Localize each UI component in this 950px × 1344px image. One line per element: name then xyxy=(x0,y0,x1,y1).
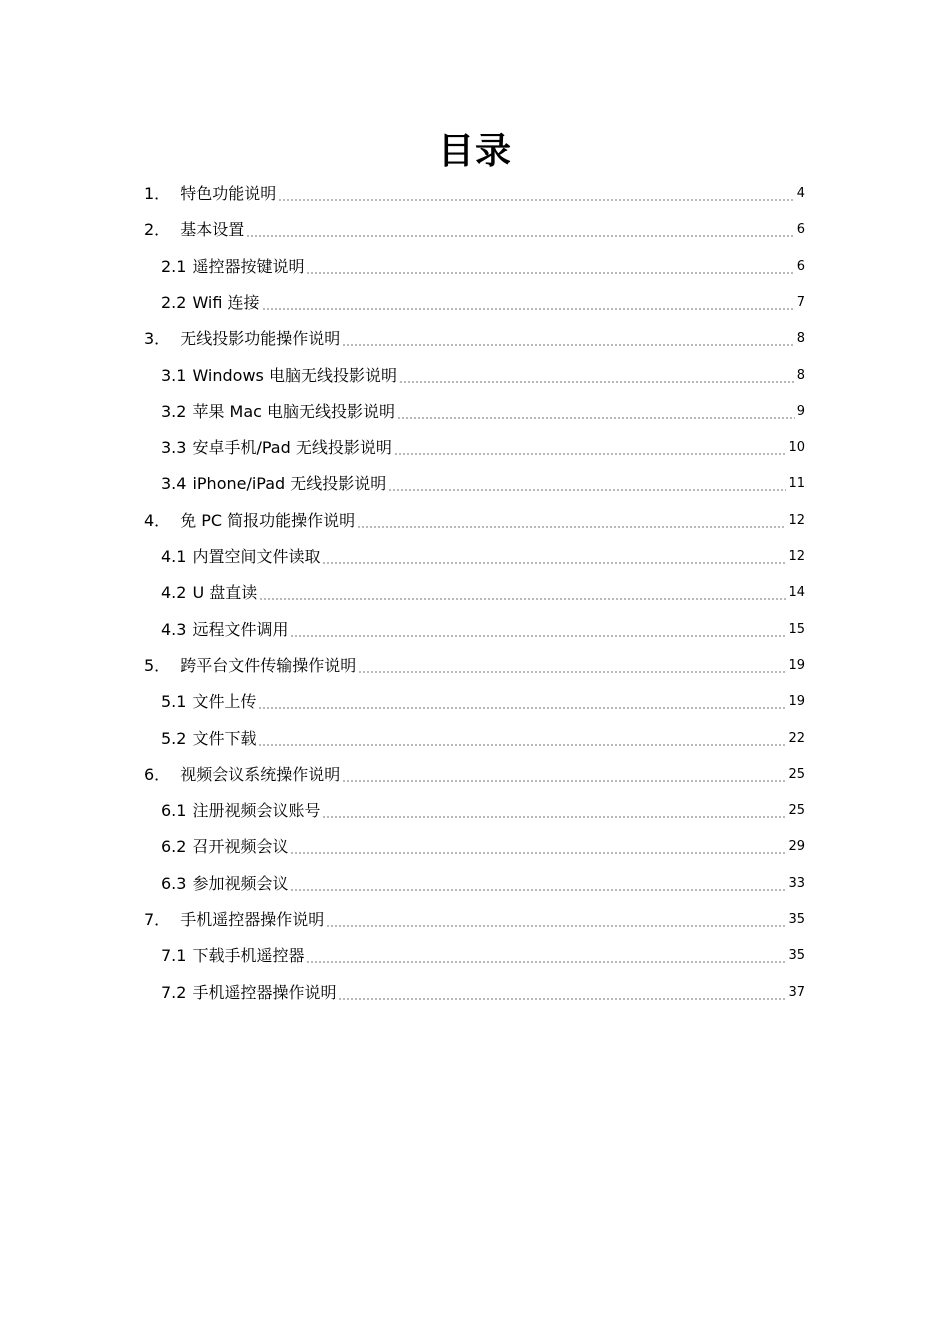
toc-entry-title xyxy=(161,366,397,386)
toc-entry-title xyxy=(161,946,304,966)
toc-page-number: 22 xyxy=(788,730,805,746)
toc-dot-leader xyxy=(258,744,786,746)
toc-entry-title xyxy=(161,547,320,567)
toc-entry-label: 参加视频会议 xyxy=(192,873,289,893)
toc-entry-3-3[interactable] xyxy=(161,430,805,466)
toc-entry-label: U 盘直读 xyxy=(192,583,258,603)
toc-page-number: 33 xyxy=(788,875,805,891)
toc-entry-title xyxy=(144,656,356,676)
toc-page-number: 7 xyxy=(796,294,805,310)
toc-page-number: 29 xyxy=(788,839,805,855)
toc-entry-2-1[interactable] xyxy=(161,249,805,285)
toc-entry-label: 视频会议系统操作说明 xyxy=(180,764,341,784)
toc-entry-3[interactable] xyxy=(144,321,805,357)
toc-entry-6-1[interactable] xyxy=(161,793,805,829)
toc-dot-leader xyxy=(290,635,786,637)
toc-entry-title xyxy=(161,729,256,749)
toc-entry-title xyxy=(161,692,256,712)
toc-entry-label: 文件下载 xyxy=(192,728,257,748)
toc-entry-6-3[interactable] xyxy=(161,866,805,902)
toc-entry-7-1[interactable] xyxy=(161,938,805,974)
toc-entry-1[interactable] xyxy=(144,176,805,212)
toc-entry-number: 2.1 xyxy=(161,256,187,276)
toc-page-number: 37 xyxy=(788,984,805,1000)
toc-entry-label: 召开视频会议 xyxy=(192,837,289,857)
toc-entry-title xyxy=(144,220,244,240)
toc-page-number: 8 xyxy=(796,367,805,383)
toc-entry-label: 注册视频会议账号 xyxy=(192,801,321,821)
toc-dot-leader xyxy=(306,961,786,963)
toc-entry-title xyxy=(161,583,257,603)
toc-entry-number: 4.2 xyxy=(161,583,187,603)
toc-dot-leader xyxy=(290,852,786,854)
toc-page-number: 11 xyxy=(788,476,805,492)
toc-dot-leader xyxy=(258,707,786,709)
toc-entry-label: 无线投影功能操作说明 xyxy=(180,329,341,349)
toc-entry-number: 6.2 xyxy=(161,837,187,857)
toc-entry-label: 苹果 Mac 电脑无线投影说明 xyxy=(192,401,396,421)
toc-entry-label: 文件上传 xyxy=(192,692,257,712)
toc-dot-leader xyxy=(358,671,786,673)
toc-entry-number: 3． xyxy=(144,329,171,349)
toc-entry-number: 3.4 xyxy=(161,474,187,494)
toc-entry-number: 7． xyxy=(144,910,171,929)
toc-entry-5-2[interactable] xyxy=(161,721,805,757)
toc-entry-title xyxy=(161,620,288,640)
toc-entry-label: 内置空间文件读取 xyxy=(192,547,321,566)
toc-entry-3-1[interactable] xyxy=(161,358,805,394)
toc-dot-leader xyxy=(326,925,786,927)
toc-page-number: 4 xyxy=(796,186,805,201)
page-title: 目录 xyxy=(437,131,512,172)
toc-page-number: 12 xyxy=(788,549,805,564)
toc-entry-6[interactable] xyxy=(144,757,805,793)
toc-dot-leader xyxy=(357,526,786,528)
toc-dot-leader xyxy=(399,381,795,383)
toc-dot-leader xyxy=(322,816,786,818)
toc-entry-number: 6． xyxy=(144,764,171,784)
toc-entry-label: 安卓手机/Pad 无线投影说明 xyxy=(192,438,392,458)
toc-entry-label: iPhone/iPad 无线投影说明 xyxy=(192,474,387,494)
toc-entry-label: 跨平台文件传输操作说明 xyxy=(180,655,357,675)
toc-dot-leader xyxy=(259,598,786,600)
toc-entry-title xyxy=(161,874,288,894)
toc-entry-6-2[interactable] xyxy=(161,829,805,865)
toc-entry-title xyxy=(144,329,340,349)
toc-dot-leader xyxy=(262,308,795,310)
toc-entry-label: Windows 电脑无线投影说明 xyxy=(192,365,397,385)
toc-page-number: 15 xyxy=(788,621,805,637)
toc-entry-title xyxy=(144,910,324,930)
toc-page-number: 35 xyxy=(788,912,805,927)
toc-page-number: 35 xyxy=(788,948,805,964)
toc-entry-title xyxy=(161,801,320,821)
toc-dot-leader xyxy=(338,998,786,1000)
toc-entry-number: 2． xyxy=(144,220,171,240)
toc-page-number: 9 xyxy=(796,403,805,419)
toc-entry-number: 4.1 xyxy=(161,547,187,566)
toc-dot-leader xyxy=(278,199,795,201)
toc-entry-2[interactable] xyxy=(144,212,805,248)
toc-entry-4-3[interactable] xyxy=(161,612,805,648)
toc-page-number: 8 xyxy=(796,331,805,347)
toc-entry-4-1[interactable] xyxy=(161,539,805,575)
toc-entry-number: 3.3 xyxy=(161,438,187,458)
toc-entry-number: 7.2 xyxy=(161,982,187,1002)
toc-dot-leader xyxy=(246,235,795,237)
toc-entry-4[interactable] xyxy=(144,503,805,539)
toc-dot-leader xyxy=(306,272,794,274)
toc-entry-number: 6.3 xyxy=(161,873,187,893)
toc-entry-7[interactable] xyxy=(144,902,805,938)
toc-entry-label: 基本设置 xyxy=(180,220,245,240)
toc-dot-leader xyxy=(397,417,795,419)
toc-entry-number: 6.1 xyxy=(161,801,187,821)
toc-entry-label: 下载手机遥控器 xyxy=(192,946,305,966)
toc-entry-title xyxy=(161,438,392,458)
toc-page-number: 12 xyxy=(788,512,805,528)
toc-page-number: 25 xyxy=(788,766,805,782)
toc-entry-number: 3.1 xyxy=(161,365,187,385)
toc-dot-leader xyxy=(322,562,786,564)
toc-entry-title xyxy=(144,765,340,785)
toc-entry-number: 5． xyxy=(144,655,171,675)
toc-entry-5[interactable] xyxy=(144,648,805,684)
toc-entry-label: 远程文件调用 xyxy=(192,619,289,639)
toc-dot-leader xyxy=(342,344,795,346)
toc-entry-title xyxy=(144,511,355,531)
toc-entry-title xyxy=(161,293,260,313)
toc-entry-title xyxy=(161,837,288,857)
toc-dot-leader xyxy=(388,489,786,491)
toc-page-number: 14 xyxy=(788,585,805,601)
toc-entry-number: 7.1 xyxy=(161,946,187,966)
toc-entry-title xyxy=(144,184,276,204)
toc-dot-leader xyxy=(342,780,786,782)
toc-entry-3-2[interactable] xyxy=(161,394,805,430)
toc-entry-title xyxy=(161,983,336,1003)
toc-entry-title xyxy=(161,474,386,494)
toc-entry-number: 5.2 xyxy=(161,728,187,748)
toc-entry-label: Wifi 连接 xyxy=(192,292,260,312)
toc-entry-label: 免 PC 简报功能操作说明 xyxy=(180,510,356,530)
toc-page-number: 6 xyxy=(796,258,805,274)
toc-entry-number: 4． xyxy=(144,510,171,530)
toc-page-number: 19 xyxy=(788,694,805,710)
toc-dot-leader xyxy=(394,453,787,455)
toc-entry-2-2[interactable] xyxy=(161,285,805,321)
toc-entry-label: 特色功能说明 xyxy=(180,184,277,203)
toc-page-number: 6 xyxy=(796,222,805,238)
toc-dot-leader xyxy=(290,889,786,891)
toc-entry-title xyxy=(161,402,395,422)
toc-page-number: 19 xyxy=(788,657,805,673)
toc-entry-4-2[interactable] xyxy=(161,575,805,611)
toc-entry-number: 2.2 xyxy=(161,292,187,312)
toc-entry-7-2[interactable] xyxy=(161,975,805,1011)
toc-page-number: 10 xyxy=(788,440,805,456)
toc-entry-5-1[interactable] xyxy=(161,684,805,720)
toc-entry-label: 遥控器按键说明 xyxy=(192,256,305,276)
toc-entry-number: 3.2 xyxy=(161,401,187,421)
toc-page-number: 25 xyxy=(788,803,805,819)
toc-entry-title xyxy=(161,257,304,277)
toc-entry-3-4[interactable] xyxy=(161,466,805,502)
toc-entry-label: 手机遥控器操作说明 xyxy=(180,910,325,929)
toc-entry-number: 4.3 xyxy=(161,619,187,639)
toc-entry-number: 5.1 xyxy=(161,692,187,712)
toc-entry-label: 手机遥控器操作说明 xyxy=(192,982,337,1002)
toc-entry-number: 1． xyxy=(144,184,171,203)
